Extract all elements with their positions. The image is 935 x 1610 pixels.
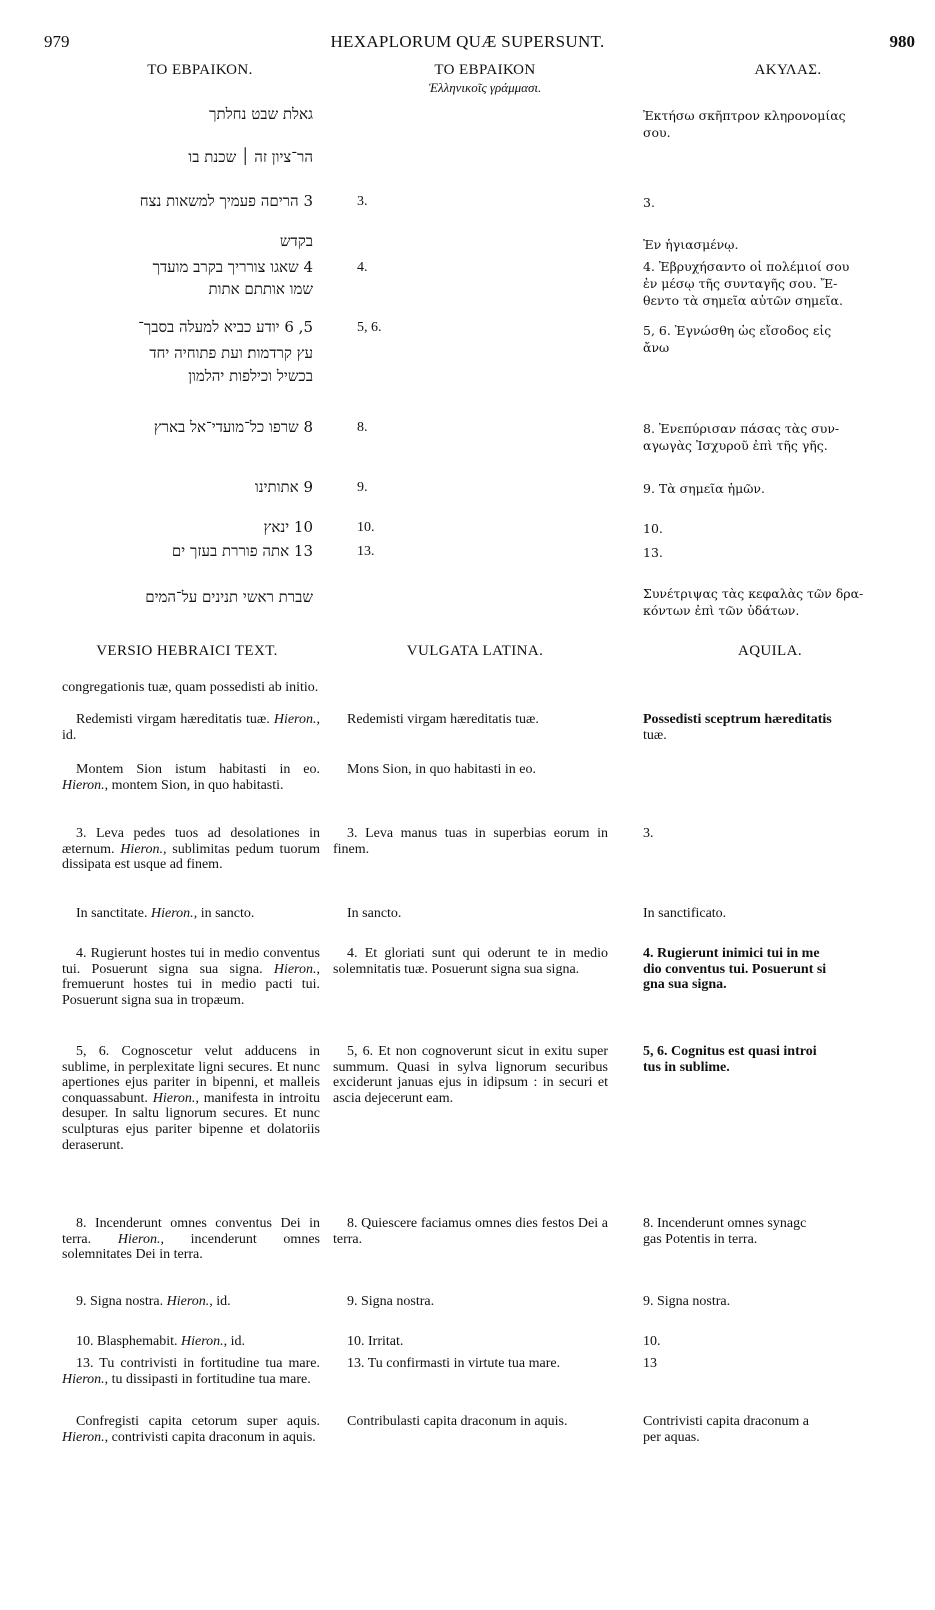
verse-number: 4. [357, 260, 368, 275]
latin-cell-vulgata: Mons Sion, in quo habitasti in eo. [347, 762, 536, 777]
hebrew-line: גאלת שבט נחלתך [209, 105, 313, 123]
latin-cell-hebraici: 8. Incenderunt omnes conventus Dei in terra. Hieron., incenderunt omnes solemnitates Dei in terra. [62, 1216, 320, 1263]
greek-line: αγωγὰς Ἰσχυροῦ ἐπὶ τῆς γῆς. [643, 438, 828, 453]
greek-line: Συνέτριψας τὰς κεφαλὰς τῶν δρα- [643, 586, 864, 601]
greek-line: κόντων ἐπὶ τῶν ὑδάτων. [643, 603, 800, 618]
latin-cell-vulgata: Redemisti virgam hæreditatis tuæ. [347, 712, 539, 727]
latin-cell-hebraici: congregationis tuæ, quam possedisti ab initio. [62, 680, 319, 695]
running-title: HEXAPLORUM QUÆ SUPERSUNT. [330, 32, 605, 51]
greek-line: 5, 6. Ἐγνώσθη ὡς εἴσοδος εἰς [643, 323, 832, 338]
column-title-hebrew-greek-letters: ΤΟ ΕΒΡΑΙΚΟΝ [434, 62, 536, 78]
latin-cell-hebraici: 9. Signa nostra. Hieron., id. [76, 1294, 231, 1309]
column-subtitle-greek-letters: Ἑλληνικοῖς γράμμασι. [428, 80, 542, 95]
greek-line: σου. [643, 125, 671, 140]
greek-line: Ἐκτήσω σκῆπτρον κληρονομίας [643, 108, 846, 123]
hebrew-line: 3 הריםה פעמיך למשאות נצח [139, 192, 313, 210]
latin-cell-aquila: Contrivisti capita draconum a per aquas. [643, 1414, 810, 1445]
verse-number: 13. [357, 544, 375, 559]
hebrew-line: 10 ינאץ [263, 518, 313, 536]
latin-cell-aquila: 13 [643, 1356, 657, 1371]
page-number-left: 979 [44, 32, 70, 51]
greek-line: 4. Ἐβρυχήσαντο οἱ πολέμιοί σου [643, 259, 850, 274]
latin-cell-hebraici: Montem Sion istum habitasti in eo. Hieron., montem Sion, in quo habitasti. [62, 762, 320, 793]
column-title-versio-hebraici: VERSIO HEBRAICI TEXT. [96, 643, 278, 659]
latin-cell-hebraici: 4. Rugierunt hostes tui in medio conventus tui. Posuerunt signa sua signa. Hieron., fremuerunt hostes tui in medio pacti tui. Posuerunt signa sua in tropæum. [62, 946, 320, 1008]
greek-line: ἄνω [643, 340, 670, 355]
latin-cell-aquila: 5, 6. Cognitus est quasi introi tus in sublime. [643, 1044, 817, 1075]
greek-line: ἐν μέσῳ τῆς συνταγῆς σου. Ἔ- [643, 276, 838, 291]
verse-number: 9. [357, 480, 368, 495]
column-title-aquila-greek: ΑΚΥΛΑΣ. [754, 62, 822, 78]
greek-line: 10. [643, 521, 663, 536]
hebrew-line: 9 אתותינו [254, 478, 313, 496]
latin-cell-aquila: In sanctificato. [643, 906, 727, 921]
greek-line: θεντο τὰ σημεῖα αὐτῶν σημεῖα. [643, 293, 843, 308]
latin-cell-hebraici: In sanctitate. Hieron., in sancto. [76, 906, 255, 921]
column-title-hebrew: ΤΟ ΕΒΡΑΙΚΟΝ. [147, 62, 253, 78]
latin-cell-vulgata: 5, 6. Et non cognoverunt sicut in exitu super summum. Quasi in sylva lignorum securibus exciderunt januas ejus in idipsum : in securi et ascia dejecerunt eam. [333, 1044, 608, 1106]
latin-cell-aquila: 8. Incenderunt omnes synagc gas Potentis in terra. [643, 1216, 807, 1247]
hebrew-line: בקדש [279, 232, 313, 250]
latin-cell-aquila: 4. Rugierunt inimici tui in me dio conventus tui. Posuerunt si gna sua signa. [643, 946, 827, 993]
latin-cell-vulgata: 8. Quiescere faciamus omnes dies festos Dei a terra. [333, 1216, 608, 1247]
hebrew-line: 5, 6 יודע כביא למעלה בסבך־ [138, 318, 313, 336]
latin-cell-vulgata: 10. Irritat. [347, 1334, 404, 1349]
verse-number: 10. [357, 520, 375, 535]
latin-cell-vulgata: In sancto. [347, 906, 402, 921]
verse-number: 5, 6. [357, 320, 382, 335]
hebrew-line: שמו אותתם אתות [208, 280, 313, 298]
verse-number: 3. [357, 194, 368, 209]
greek-line: Ἐν ἡγιασμένῳ. [643, 237, 739, 252]
latin-cell-hebraici: Confregisti capita cetorum super aquis. Hieron., contrivisti capita draconum in aquis. [62, 1414, 320, 1445]
latin-cell-hebraici: 13. Tu contrivisti in fortitudine tua mare. Hieron., tu dissipasti in fortitudine tua mare. [62, 1356, 320, 1387]
hebrew-line: שברת ראשי תנינים על־המים [145, 588, 313, 606]
hebrew-line: הר־ציון זה ׀ שכנת בו [188, 148, 313, 166]
latin-cell-aquila: 3. [643, 826, 654, 841]
greek-line: 13. [643, 545, 663, 560]
latin-cell-aquila: Possedisti sceptrum hæreditatis tuæ. [643, 712, 832, 743]
latin-cell-hebraici: 3. Leva pedes tuos ad desolationes in æternum. Hieron., sublimitas pedum tuorum dissipata est usque ad finem. [62, 826, 320, 873]
latin-cell-vulgata: Contribulasti capita draconum in aquis. [347, 1414, 568, 1429]
greek-line: 9. Τὰ σημεῖα ἡμῶν. [643, 481, 765, 496]
latin-cell-vulgata: 13. Tu confirmasti in virtute tua mare. [347, 1356, 561, 1371]
hebrew-line: עץ קרדמות׃ ועת פתוחיה יחד [149, 344, 313, 362]
hebrew-line: 8 שרפו כל־מועדי־אל בארץ [153, 418, 313, 436]
latin-cell-hebraici: 10. Blasphemabit. Hieron., id. [76, 1334, 246, 1349]
verse-number: 8. [357, 420, 368, 435]
hebrew-line: 4 שאגו צורריך בקרב מועדך [152, 258, 313, 276]
latin-cell-vulgata: 9. Signa nostra. [347, 1294, 435, 1309]
latin-cell-hebraici: 5, 6. Cognoscetur velut adducens in sublime, in perplexitate ligni secures. Et nunc apertiones ejus pariter in bipenni, et malleis conquassabunt. Hieron., manifesta in introitu desuper. In saltu lignorum secures. Et nunc sculpturas ejus pariter bipenne et dolatoriis deraserunt. [62, 1044, 320, 1153]
column-title-vulgata: VULGATA LATINA. [406, 643, 544, 659]
latin-cell-aquila: 9. Signa nostra. [643, 1294, 731, 1309]
page-number-right: 980 [889, 32, 915, 51]
hebrew-line: בכשיל וכילפות יהלמון [188, 367, 313, 385]
latin-cell-aquila: 10. [643, 1334, 661, 1349]
latin-cell-hebraici: Redemisti virgam hæreditatis tuæ. Hieron., id. [62, 712, 320, 743]
greek-line: 3. [643, 195, 655, 210]
greek-line: 8. Ἐνεπύρισαν πάσας τὰς συν- [643, 421, 840, 436]
hebrew-line: 13 אתה פוררת בעזך ים [171, 542, 313, 560]
latin-cell-vulgata: 4. Et gloriati sunt qui oderunt te in medio solemnitatis tuæ. Posuerunt signa sua signa. [333, 946, 608, 977]
latin-cell-vulgata: 3. Leva manus tuas in superbias eorum in finem. [333, 826, 608, 857]
column-title-aquila-latin: AQUILA. [737, 643, 803, 659]
